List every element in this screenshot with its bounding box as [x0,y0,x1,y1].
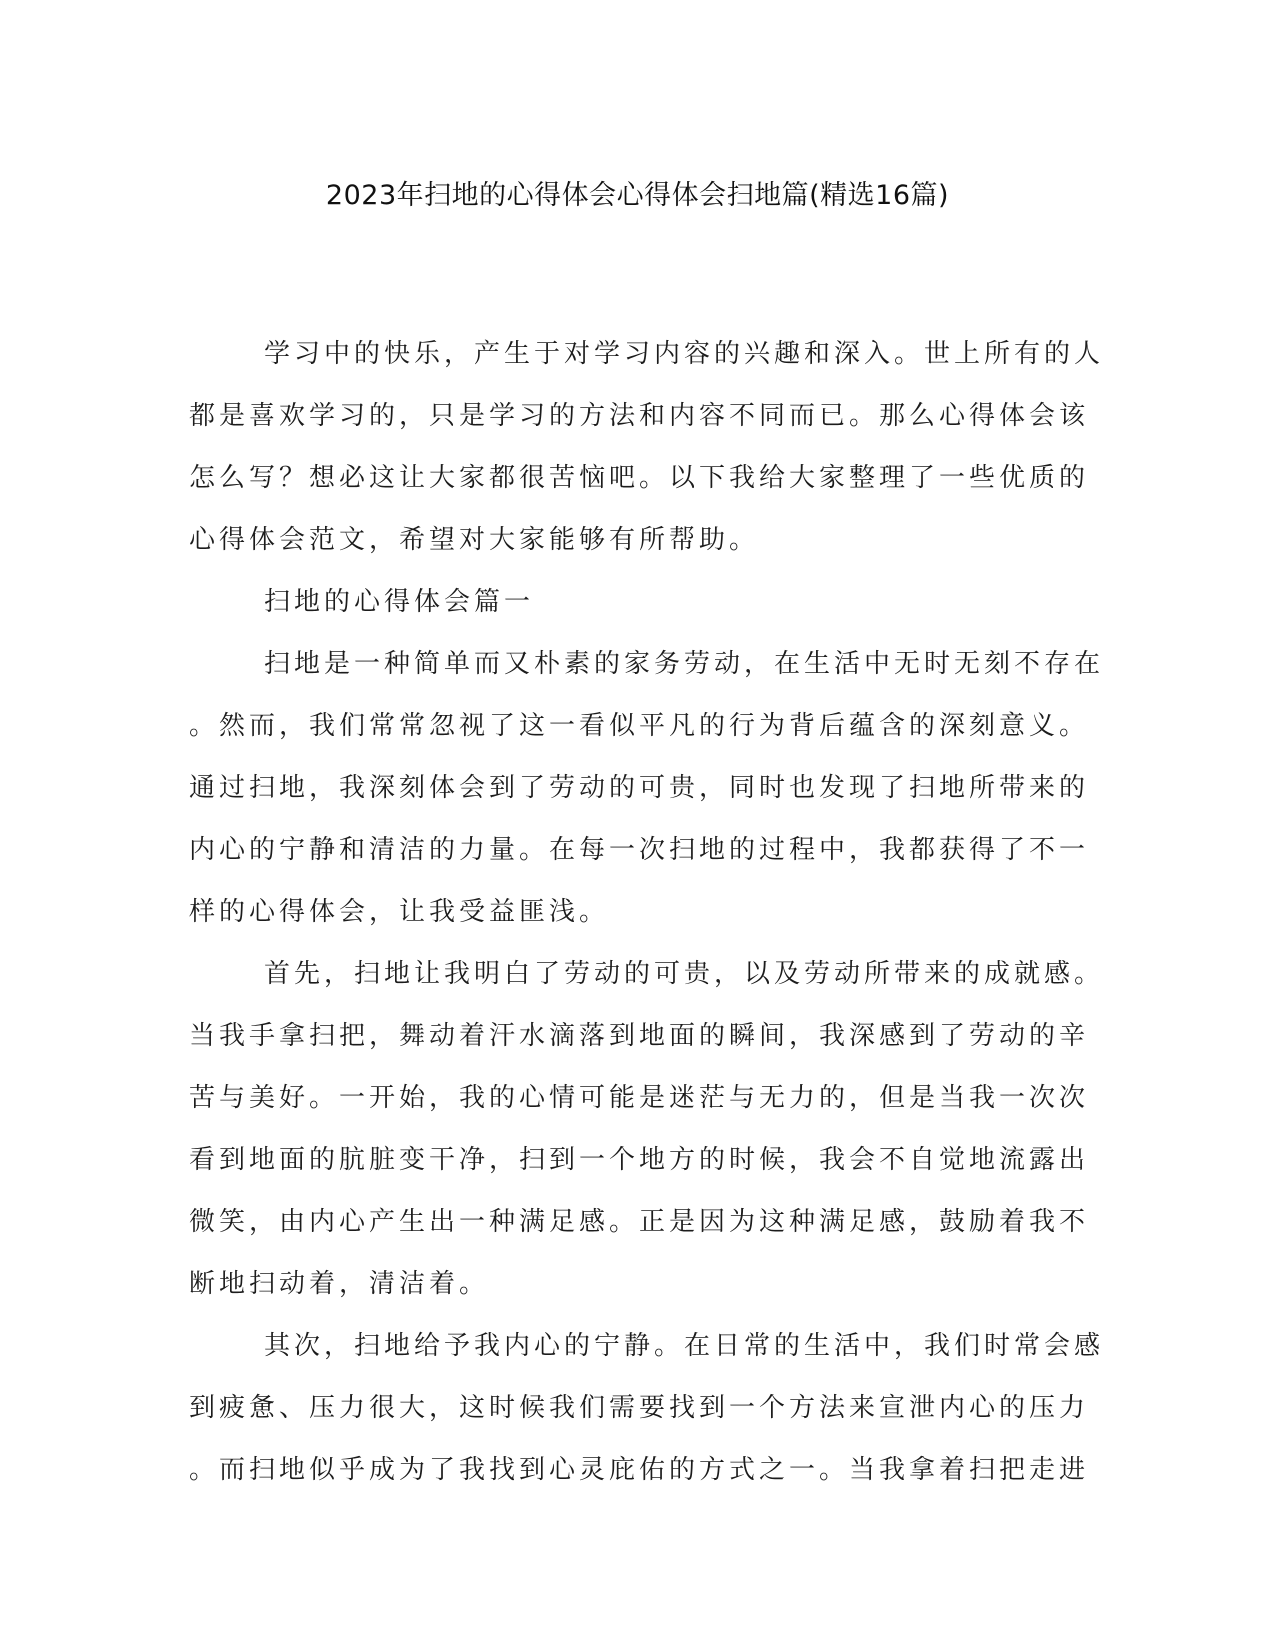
document-title: 2023年扫地的心得体会心得体会扫地篇(精选16篇) [325,180,950,211]
text-line: 都是喜欢学习的，只是学习的方法和内容不同而已。那么心得体会该 [189,401,1090,431]
text-line: 当我手拿扫把，舞动着汗水滴落到地面的瞬间，我深感到了劳动的辛 [189,1021,1090,1051]
text-line: 苦与美好。一开始，我的心情可能是迷茫与无力的，但是当我一次次 [189,1083,1090,1113]
text-line: 看到地面的肮脏变干净，扫到一个地方的时候，我会不自觉地流露出 [189,1145,1090,1175]
text-line: 怎么写？想必这让大家都很苦恼吧。以下我给大家整理了一些优质的 [189,463,1090,493]
text-line: 扫地是一种简单而又朴素的家务劳动，在生活中无时无刻不存在 [264,649,1105,679]
text-line: 微笑，由内心产生出一种满足感。正是因为这种满足感，鼓励着我不 [189,1207,1090,1237]
text-line: 。然而，我们常常忽视了这一看似平凡的行为背后蕴含的深刻意义。 [189,711,1090,741]
text-line: 样的心得体会，让我受益匪浅。 [189,897,610,927]
text-line: 心得体会范文，希望对大家能够有所帮助。 [189,525,760,555]
text-line: 首先，扫地让我明白了劳动的可贵，以及劳动所带来的成就感。 [264,959,1105,989]
text-line: 内心的宁静和清洁的力量。在每一次扫地的过程中，我都获得了不一 [189,835,1090,865]
document-body [189,323,1105,1501]
text-line: 其次，扫地给予我内心的宁静。在日常的生活中，我们时常会感 [264,1331,1105,1361]
text-line: 断地扫动着，清洁着。 [189,1269,490,1299]
text-line: 到疲惫、压力很大，这时候我们需要找到一个方法来宣泄内心的压力 [189,1393,1090,1423]
text-line: 通过扫地，我深刻体会到了劳动的可贵，同时也发现了扫地所带来的 [189,773,1090,803]
text-line: 扫地的心得体会篇一 [264,587,535,617]
text-line: 。而扫地似乎成为了我找到心灵庇佑的方式之一。当我拿着扫把走进 [189,1455,1090,1485]
text-line: 学习中的快乐，产生于对学习内容的兴趣和深入。世上所有的人 [264,339,1105,369]
